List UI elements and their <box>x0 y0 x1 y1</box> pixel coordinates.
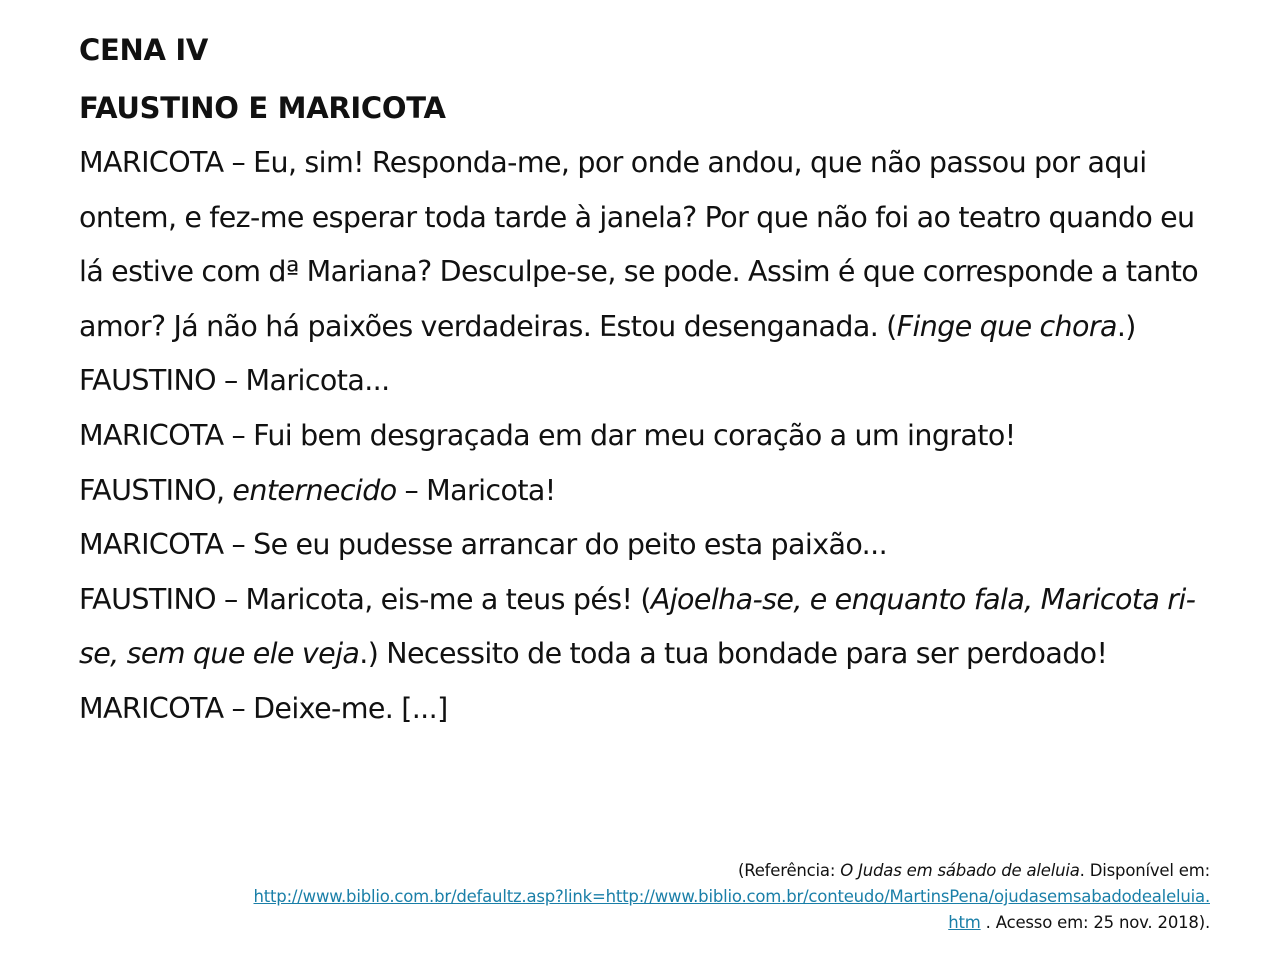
stage-direction: Finge que chora <box>896 309 1117 343</box>
stage-direction: Ajoelha-se, e enquanto fala, Maricota ri-se, sem que ele veja <box>79 582 1196 671</box>
dialogue-line-faustino-1: FAUSTINO – Maricota... <box>79 364 390 398</box>
dialogue-line-faustino-2 <box>79 464 1209 519</box>
dialogue-line-faustino-3 <box>79 573 1209 682</box>
dialogue-text-after: – Maricota! <box>396 473 556 507</box>
dialogue-line-maricota-3: MARICOTA – Se eu pudesse arrancar do peito esta paixão... <box>79 528 888 562</box>
dialogue-text: FAUSTINO – Maricota, eis-me a teus pés! ( <box>79 582 651 616</box>
dialogue-block <box>79 136 1209 737</box>
scene-title: CENA IV <box>79 33 209 67</box>
reference-citation <box>110 858 1210 936</box>
speaker-name: FAUSTINO, <box>79 473 233 507</box>
reference-url-part1[interactable]: http://www.biblio.com.br/defaultz.asp?link=http://www.biblio.com.br/conteudo/MartinsPena/ojudasemsabadodealeluia. <box>253 887 1210 906</box>
dialogue-line-maricota-4: MARICOTA – Deixe-me. [...] <box>79 691 448 725</box>
dialogue-text-after: .) Necessito de toda a tua bondade para ser perdoado! <box>359 637 1108 671</box>
dialogue-text-after: .) <box>1116 309 1136 343</box>
reference-prefix: (Referência: <box>737 861 841 880</box>
reference-access-date: . Acesso em: 25 nov. 2018). <box>980 913 1210 932</box>
reference-available: . Disponível em: <box>1079 861 1210 880</box>
reference-url-part2[interactable]: htm <box>948 913 981 932</box>
reference-work-title: O Judas em sábado de aleluia <box>840 861 1080 880</box>
document-page <box>79 30 1209 737</box>
dialogue-text: MARICOTA – Eu, sim! Responda-me, por onde andou, que não passou por aqui ontem, e fez-me esperar toda tarde à janela? Por que não foi ao teatro quando eu lá estive com dª Mariana? Desculpe-se, se pode. Assim é que corresponde a tanto amor? Já não há paixões verdadeiras. Estou desenganada. ( <box>79 146 1199 343</box>
dialogue-line-maricota-1 <box>79 136 1209 354</box>
dialogue-line-maricota-2: MARICOTA – Fui bem desgraçada em dar meu coração a um ingrato! <box>79 418 1016 452</box>
stage-direction: enternecido <box>232 473 397 507</box>
scene-characters: FAUSTINO E MARICOTA <box>79 91 446 125</box>
